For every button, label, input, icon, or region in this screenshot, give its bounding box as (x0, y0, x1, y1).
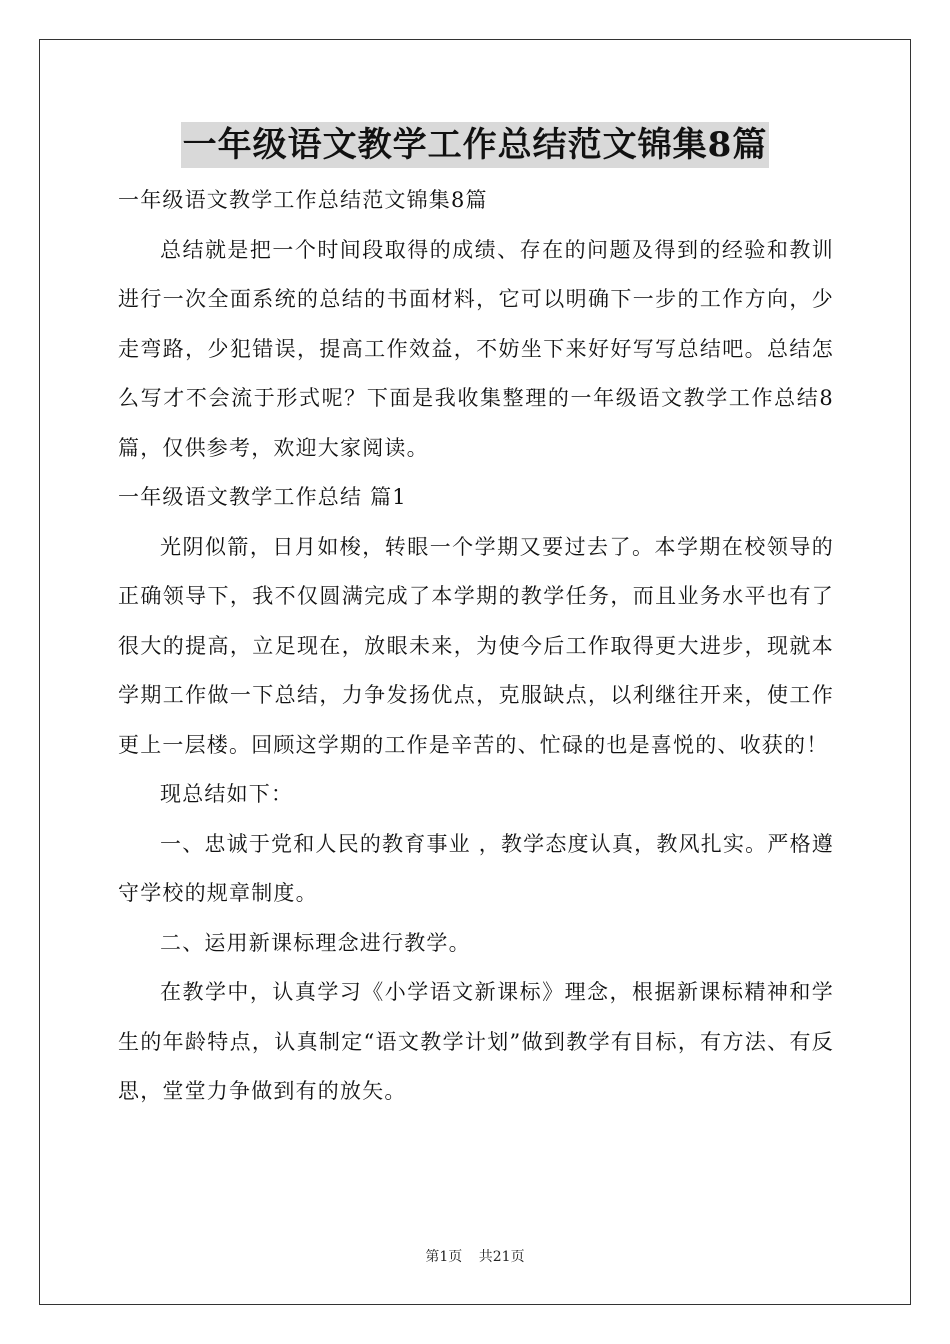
title-container (0, 122, 950, 168)
page-total: 共21页 (478, 1249, 525, 1265)
body-paragraph: 一、忠诚于党和人民的教育事业 ，教学态度认真，教风扎实。严格遵守学校的规章制度。 (118, 831, 834, 905)
page-footer (0, 1246, 950, 1266)
body-paragraph: 光阴似箭，日月如梭，转眼一个学期又要过去了。本学期在校领导的正确领导下，我不仅圆满完成了本学期的教学任务，而且业务水平也有了很大的提高，立足现在，放眼未来，为使今后工作取得更大进步，现就本学期工作做一下总结，力争发扬优点，克服缺点，以利继往开来，使工作更上一层楼。回顾这学期的工作是辛苦的、忙碌的也是喜悦的、收获的！ (118, 534, 834, 757)
intro-paragraph: 总结就是把一个时间段取得的成绩、存在的问题及得到的经验和教训进行一次全面系统的总结的书面材料，它可以明确下一步的工作方向，少走弯路，少犯错误，提高工作效益，不妨坐下来好好写写总结吧。总结怎么写才不会流于形式呢？下面是我收集整理的一年级语文教学工作总结8篇，仅供参考，欢迎大家阅读。 (118, 237, 834, 460)
body-paragraph: 二、运用新课标理念进行教学。 (160, 930, 471, 955)
document-body (118, 176, 834, 1117)
section-heading: 一年级语文教学工作总结 篇1 (118, 485, 407, 509)
page-number: 第1页 (425, 1249, 463, 1265)
body-paragraph: 现总结如下： (160, 782, 294, 806)
subtitle-paragraph: 一年级语文教学工作总结范文锦集8篇 (118, 188, 488, 212)
body-paragraph: 在教学中，认真学习《小学语文新课标》理念，根据新课标精神和学生的年龄特点，认真制定“语文教学计划”做到教学有目标，有方法、有反思，堂堂力争做到有的放矢。 (118, 980, 834, 1103)
document-title: 一年级语文教学工作总结范文锦集8篇 (181, 122, 770, 168)
